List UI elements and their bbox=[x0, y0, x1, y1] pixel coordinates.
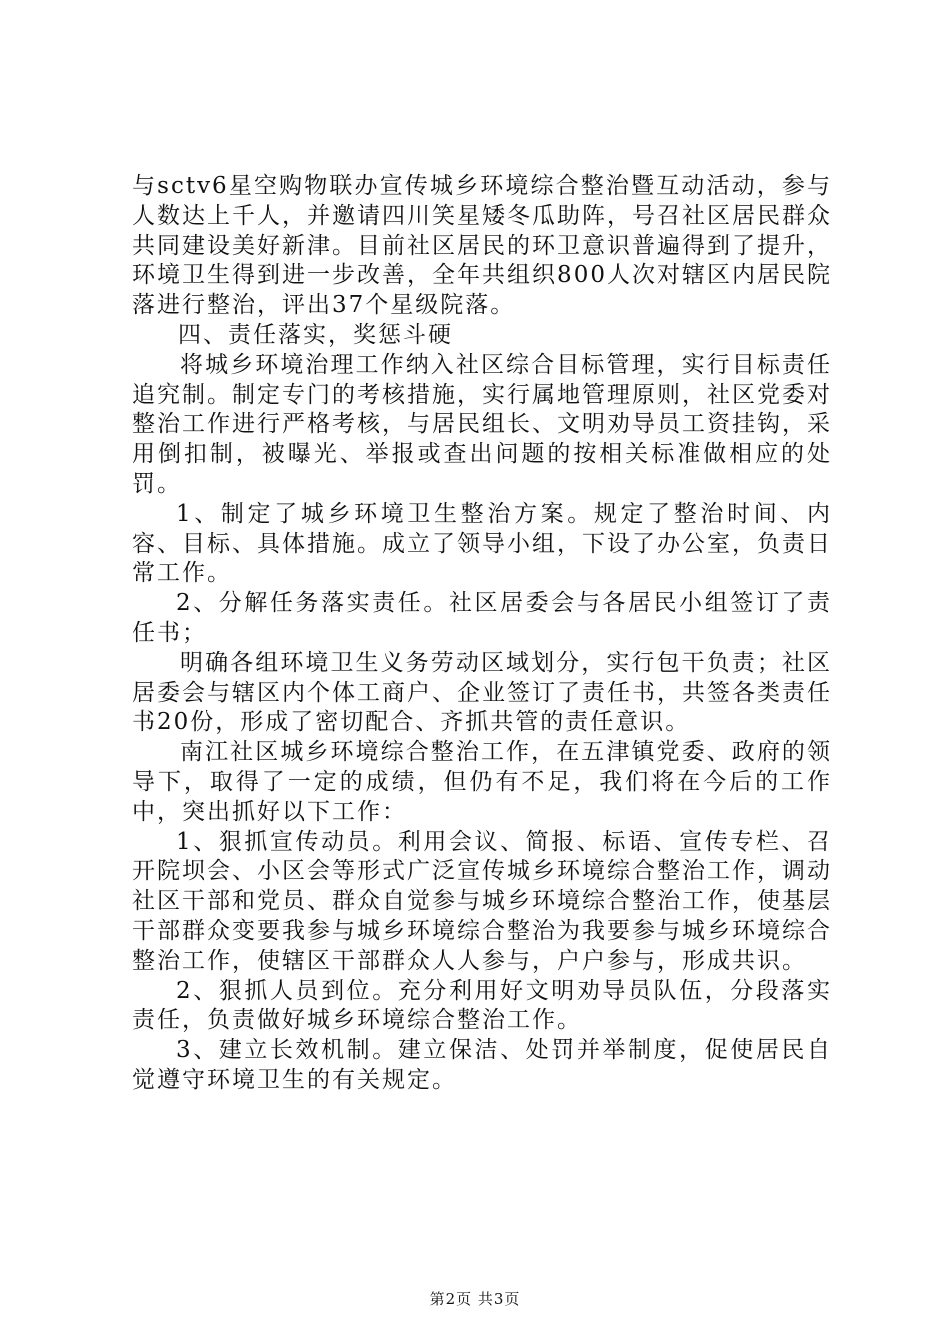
list-item: 3、建立长效机制。建立保洁、处罚并举制度，促使居民自觉遵守环境卫生的有关规定。 bbox=[132, 1037, 832, 1093]
section-heading: 四、责任落实，奖惩斗硬 bbox=[178, 321, 453, 348]
page-footer: 第2页 共3页 bbox=[429, 1290, 521, 1308]
list-item: 1、狠抓宣传动员。利用会议、简报、标语、宣传专栏、召开院坝会、小区会等形式广泛宣传城乡环境综合整治工作，调动社区干部和党员、群众自觉参与城乡环境综合整治工作，使基层干部群众变要我参与城乡环境综合整治为我要参与城乡环境综合整治工作，使辖区干部群众人人参与，户户参与，形成共识。 bbox=[132, 828, 832, 974]
list-item: 2、狠抓人员到位。充分利用好文明劝导员队伍，分段落实责任，负责做好城乡环境综合整治工作。 bbox=[132, 977, 832, 1034]
paragraph-division: 明确各组环境卫生义务劳动区域划分，实行包干负责；社区居委会与辖区内个体工商户、企业签订了责任书，共签各类责任书20份，形成了密切配合、齐抓共管的责任意识。 bbox=[132, 649, 832, 736]
paragraph-summary: 南江社区城乡环境综合整治工作，在五津镇党委、政府的领导下，取得了一定的成绩，但仍有不足，我们将在今后的工作中，突出抓好以下工作： bbox=[132, 739, 832, 825]
paragraph-continuation: 与sctv6星空购物联办宣传城乡环境综合整治暨互动活动，参与人数达上千人，并邀请四川笑星矮冬瓜助阵，号召社区居民群众共同建设美好新津。目前社区居民的环卫意识普遍得到了提升，环境卫生得到进一步改善，全年共组织800人次对辖区内居民院落进行整治，评出37个星级院落。 bbox=[132, 173, 832, 319]
list-item: 2、分解任务落实责任。社区居委会与各居民小组签订了责任书； bbox=[132, 590, 832, 646]
document-body bbox=[132, 172, 832, 1096]
paragraph-responsibility: 将城乡环境治理工作纳入社区综合目标管理，实行目标责任追究制。制定专门的考核措施，实行属地管理原则，社区党委对整治工作进行严格考核，与居民组长、文明劝导员工资挂钩，采用倒扣制，被曝光、举报或查出问题的按相关标准做相应的处罚。 bbox=[132, 351, 832, 497]
list-item: 1、制定了城乡环境卫生整治方案。规定了整治时间、内容、目标、具体措施。成立了领导小组，下设了办公室，负责日常工作。 bbox=[132, 500, 832, 587]
